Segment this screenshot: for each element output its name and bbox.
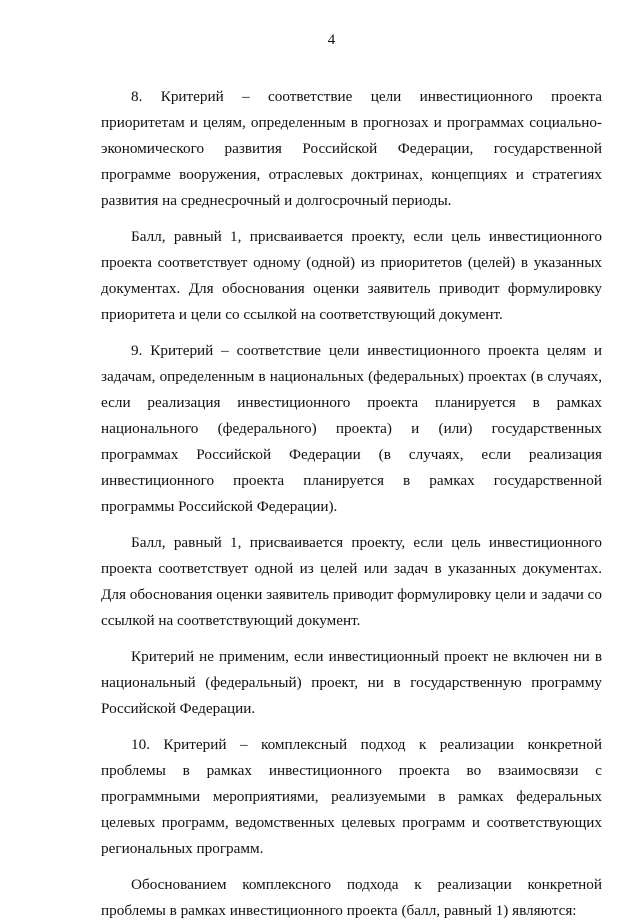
paragraph-criterion-8-score: Балл, равный 1, присваивается проекту, если цель инвестиционного проекта соответствует одному (одной) из приоритетов (целей) в указанных документах. Для обоснования оценки заявитель приводит формулировку приоритета и цели со ссылкой на соответствующий документ. [101,228,602,323]
page-number: 4 [327,32,336,48]
paragraph-criterion-9-score: Балл, равный 1, присваивается проекту, если цель инвестиционного проекта соответствует одной из целей или задач в указанных документах. Для обоснования оценки заявитель приводит формулировку цели и задачи со ссылкой на соответствующий документ. [101,534,602,629]
paragraph-criterion-8: 8. Критерий – соответствие цели инвестиционного проекта приоритетам и целям, определенным в прогнозах и программах социально-экономического развития Российской Федерации, государственной программе вооружения, отраслевых доктринах, концепциях и стратегиях развития на среднесрочный и долгосрочный периоды. [101,88,602,209]
paragraph-criterion-9-not-applicable: Критерий не применим, если инвестиционный проект не включен ни в национальный (федеральный) проект, ни в государственную программу Российской Федерации. [101,648,602,717]
paragraph-criterion-9: 9. Критерий – соответствие цели инвестиционного проекта целям и задачам, определенным в национальных (федеральных) проектах (в случаях, если реализация инвестиционного проекта планируется в рамках национального (федерального) проекта) и (или) государственных программах Российской Федерации (в случаях, если реализация инвестиционного проекта планируется в рамках государственной программы Российской Федерации). [101,342,602,515]
paragraph-criterion-10-justification: Обоснованием комплексного подхода к реализации конкретной проблемы в рамках инвестиционного проекта (балл, равный 1) являются: [101,876,602,919]
paragraph-criterion-10: 10. Критерий – комплексный подход к реализации конкретной проблемы в рамках инвестиционного проекта во взаимосвязи с программными мероприятиями, реализуемыми в рамках федеральных целевых программ, ведомственных целевых программ и соответствующих региональных программ. [101,736,602,857]
